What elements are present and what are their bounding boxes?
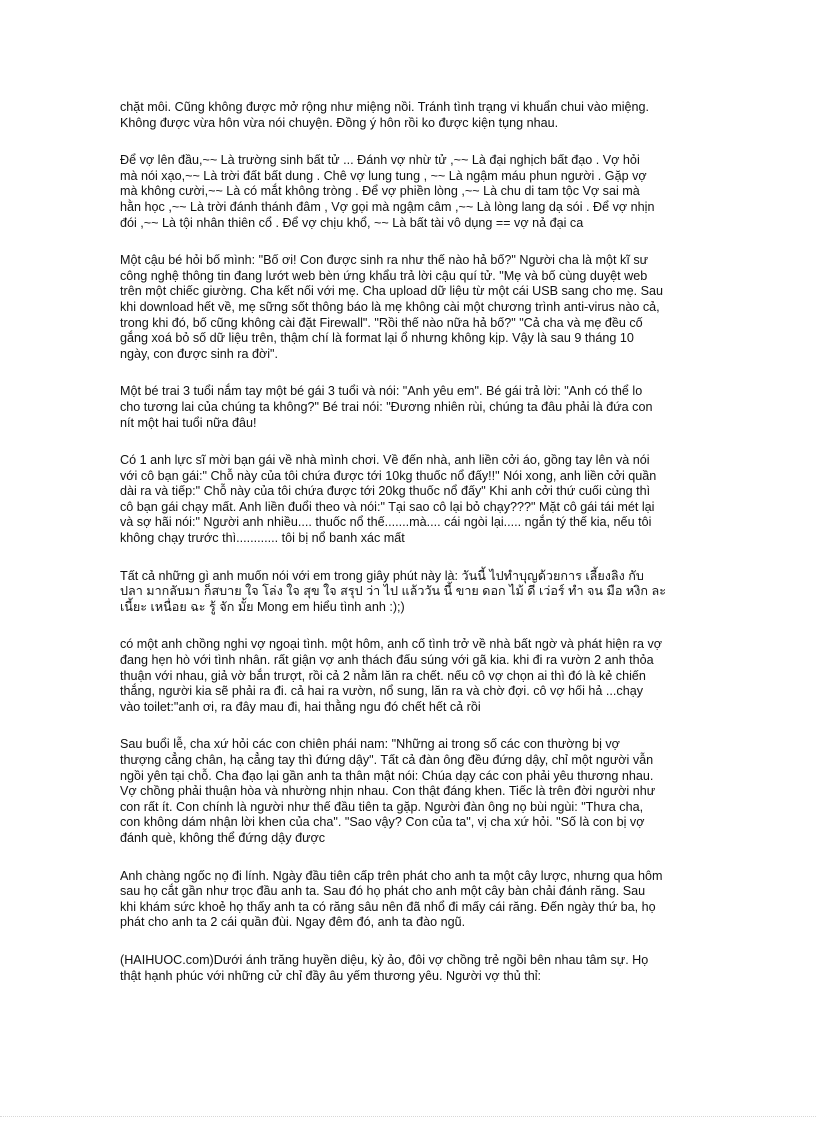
paragraph-bodybuilder: Có 1 anh lực sĩ mời bạn gái về nhà mình chơi. Về đến nhà, anh liền cởi áo, gồng tay lên và nói với cô bạn gái:" Chỗ này của tôi chứa được tới 10kg thuốc nổ đấy!!" Nói xong, anh liền cởi quần dài ra và tiếp:" Chỗ này của tôi chứa được tới 20kg thuốc nổ đấy" Khi anh cởi thứ cuối cùng thì cô bạn gái chạy mất. Anh liền đuổi theo và nói:" Tại sao cô lại bỏ chạy???" Mặt cô gái tái mét lại và sợ hãi nói:" Người anh nhiều.... thuốc nổ thế.......mà.... cái ngòi lại..... ngắn tý thế kia, nếu tôi không chạy trước thì............ tôi bị nổ banh xác mất xyxy=(120,453,657,546)
paragraph-moonlight: (HAIHUOC.com)Dưới ánh trăng huyền diệu, kỳ ảo, đôi vợ chồng trẻ ngồi bên nhau tâm sự. Họ thật hạnh phúc với những cử chỉ đầy âu yếm thương yêu. Người vợ thủ thỉ: xyxy=(120,952,649,983)
paragraph-kiss-rules: chặt môi. Cũng không được mở rộng như miệng nồi. Tránh tình trạng vi khuẩn chui vào miệng. Không được vừa hôn vừa nói chuyện. Đồng ý hôn rồi ko được kiện tụng nhau. xyxy=(120,100,650,130)
paragraph-thai-text: Tất cả những gì anh muốn nói với em trong giây phút này là: วันนี้ ไปทำบุญด้วยการ เลี้ยงลิง กับ ปลา มากลับมา ก็สบาย ใจ โล่ง ใจ สุข ใจ สรุป ว่า ไป แล้ววัน นี้ ขาย ดอก ไม้ ดี เว่อร์ ทำ จน มือ หงิก ละ เนี้ยะ เหนื่อย ฉะ รู้ จัก มั้ย Mong em hiểu tình anh :);) xyxy=(120,568,666,614)
page-bottom-edge xyxy=(0,1116,816,1123)
paragraph-duel: có một anh chồng nghi vợ ngoại tình. một hôm, anh cố tình trở về nhà bất ngờ và phát hiện ra vợ đang hẹn hò với tình nhân. rất giận vợ anh thách đấu súng với gã kia. khi đi ra vườn 2 anh thỏa thuận với nhau, giả vờ bắn trượt, rồi cả 2 nằm lăn ra chết. nếu cô vợ chọn ai thì đó là kẻ chiến thắng, người kia sẽ phải ra đi. cả hai ra vườn, nổ sung, lăn ra và chờ đợi. cô vợ hối hả ...chạy vào toilet:"anh ơi, ra đây mau đi, hai thằng ngu đó chết hết cả rồi xyxy=(120,637,663,714)
paragraph-it-father: Một cậu bé hỏi bố mình: "Bố ơi! Con được sinh ra như thế nào hả bố?" Người cha là một kĩ sư công nghệ thông tin đang lướt web bèn ứng khẩu trả lời cậu quí tử. "Mẹ và bố cùng duyệt web trên một chiếc giường. Cha kết nối với mẹ. Cha upload dữ liệu từ một cái USB sang cho mẹ. Sau khi download hết về, mẹ sững sốt thông báo là mẹ không cài một chương trình anti-virus nào cả, trong khi đó, bố cũng không cài đặt Firewall". "Rồi thế nào nữa hả bố?" "Cả cha và mẹ đều cố gắng xoá bỏ số dữ liệu trên, thậm chí là format lại ổ nhưng không kịp. Vậy là sau 9 tháng 10 ngày, con được sinh ra đời". xyxy=(120,253,664,361)
paragraph-three-year-olds: Một bé trai 3 tuổi nắm tay một bé gái 3 tuổi và nói: "Anh yêu em". Bé gái trả lời: "Anh có thể lo cho tương lai của chúng ta không?" Bé trai nói: "Đương nhiên rùi, chúng ta đâu phải là đứa con nít một hai tuổi nữa đâu! xyxy=(120,384,653,430)
document-body xyxy=(120,100,700,1006)
paragraph-soldier: Anh chàng ngốc nọ đi lính. Ngày đầu tiên cấp trên phát cho anh ta một cây lược, nhưng qua hôm sau họ cắt gần như trọc đầu anh ta. Sau đó họ phát cho anh một cây bàn chải đánh răng. Sau khi khám sức khoẻ họ thấy anh ta có răng sâu nên đã nhổ đi mấy cái răng. Đến ngày thứ ba, họ phát cho anh ta 2 cái quần đùi. Ngay đêm đó, anh ta đào ngũ. xyxy=(120,868,663,930)
paragraph-wife-rules: Để vợ lên đầu,~~ Là trường sinh bất tử ... Đánh vợ nhừ tử ,~~ Là đại nghịch bất đạo . Vợ hỏi mà nói xạo,~~ Là trời đất bất dung . Chê vợ lung tung , ~~ Là ngậm máu phun người . Gặp vợ mà không cười,~~ Là có mắt không tròng . Để vợ phiền lòng ,~~ Là chu di tam tộc Vợ sai mà hằn học ,~~ Là trời đánh thánh đâm , Vợ gọi mà ngậm câm ,~~ Là lòng lang dạ sói . Để vợ nhịn đói ,~~ Là tội nhân thiên cổ . Để vợ chịu khổ, ~~ Là bất tài vô dụng == vợ nả đại ca xyxy=(120,153,655,230)
paragraph-priest: Sau buổi lễ, cha xứ hỏi các con chiên phái nam: "Những ai trong số các con thường bị vợ thượng cẳng chân, hạ cẳng tay thì đứng dậy". Tất cả đàn ông đều đứng dậy, chỉ một người vẫn ngồi yên tại chỗ. Cha đạo lại gần anh ta thân mật nói: Chúa dạy các con phải yêu thương nhau. Vợ chồng phải thuận hòa và nhường nhịn nhau. Con thật đáng khen. Tiếc là trên đời người như con rất ít. Con chính là người như thế đầu tiên ta gặp. Người đàn ông nọ bùi ngùi: "Thưa cha, con không dám nhận lời khen của cha". "Sao vậy? Con của ta", vị cha xứ hỏi. "Số là con bị vợ đánh què, không thể đứng dậy được xyxy=(120,737,656,845)
